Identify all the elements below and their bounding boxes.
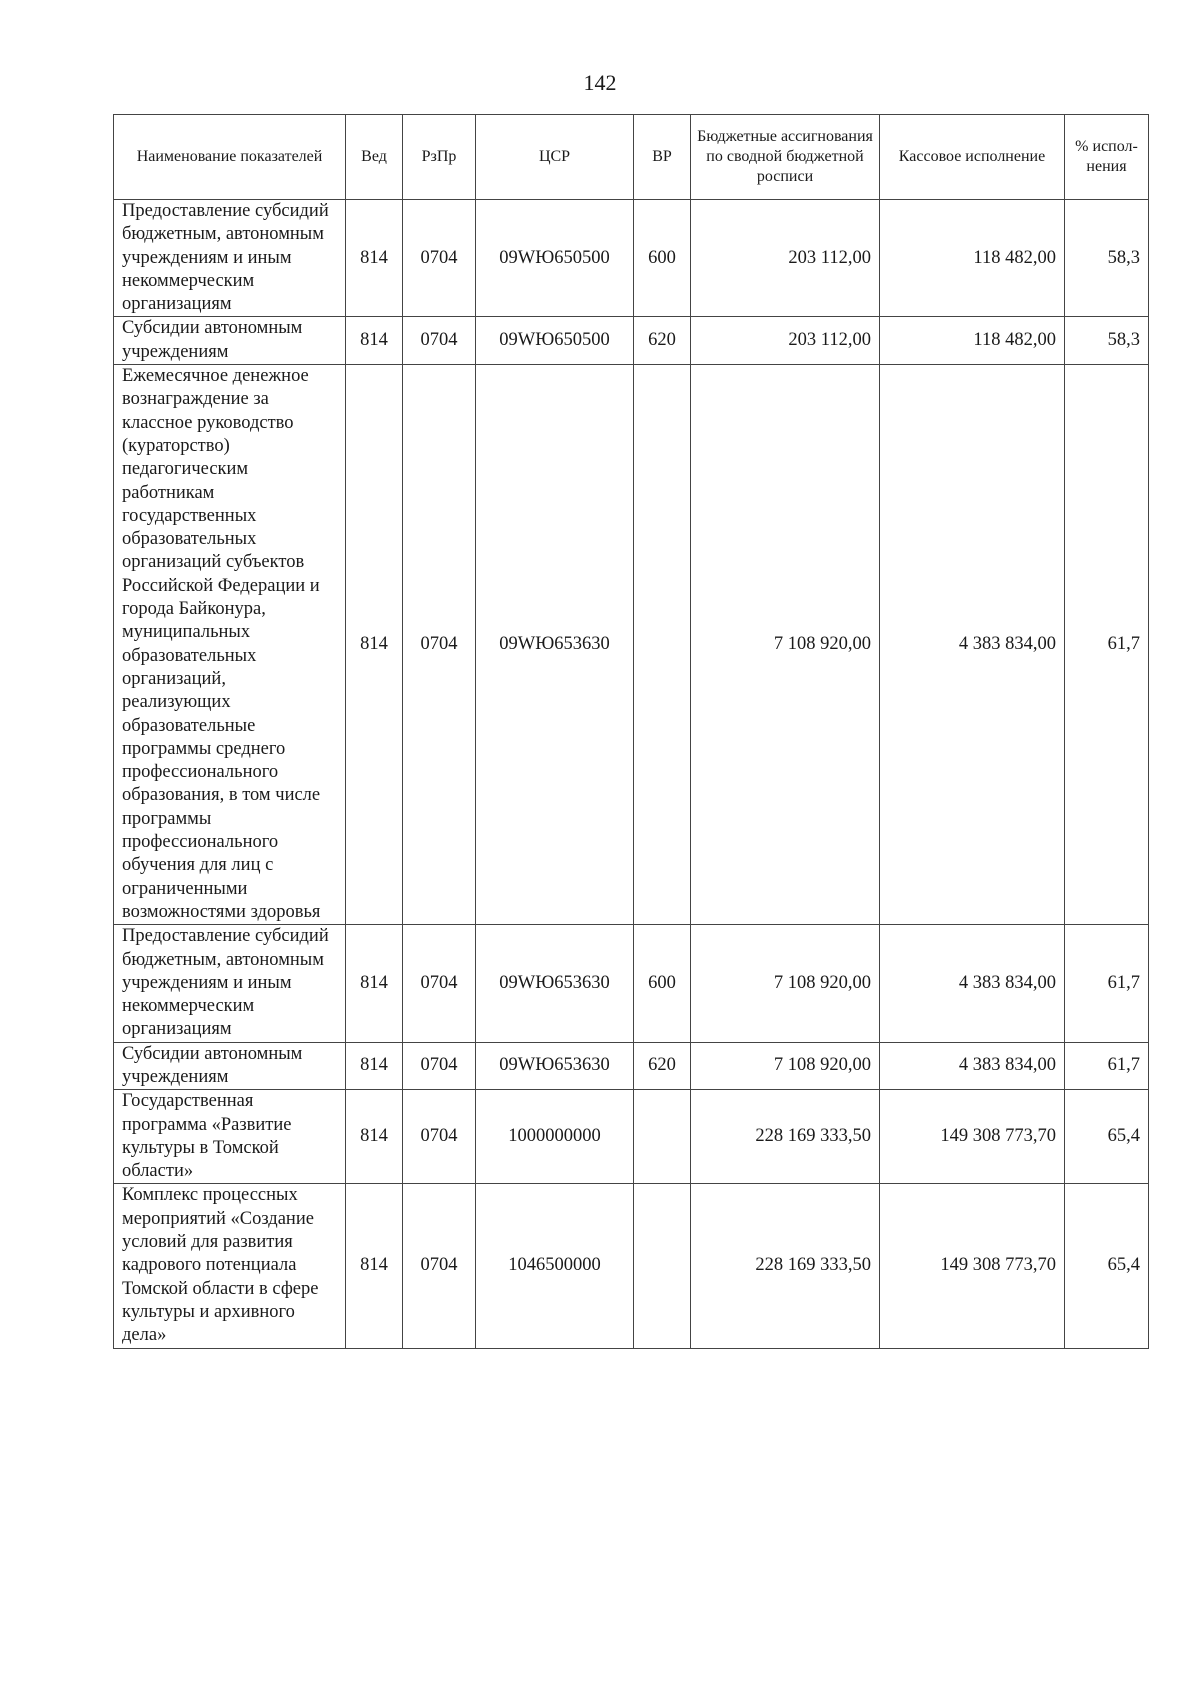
row-percent: 65,4 [1065,1184,1149,1348]
row-csr: 09WЮ653630 [476,925,634,1042]
row-percent: 58,3 [1065,317,1149,365]
row-csr: 09WЮ650500 [476,317,634,365]
table-header [114,115,1149,200]
row-ved: 814 [346,317,403,365]
table-row [114,1042,1149,1090]
row-allocations: 228 169 333,50 [691,1090,880,1184]
row-rzpr: 0704 [403,1184,476,1348]
row-allocations: 228 169 333,50 [691,1184,880,1348]
header-execution: Кассовое исполнение [880,115,1065,200]
header-vr: ВР [634,115,691,200]
row-vr: 620 [634,317,691,365]
row-allocations: 203 112,00 [691,317,880,365]
row-ved: 814 [346,200,403,317]
table-body [114,200,1149,1349]
row-allocations: 7 108 920,00 [691,1042,880,1090]
row-rzpr: 0704 [403,1042,476,1090]
header-name: Наименование показателей [114,115,346,200]
page-number: 142 [583,70,617,95]
row-name: Комплекс процессных мероприятий «Создание условий для развития кадрового потенциала Томской области в сфере культуры и архивного дела» [114,1184,346,1348]
row-name: Субсидии автономным учреждениям [114,317,346,365]
row-csr: 09WЮ653630 [476,1042,634,1090]
row-name: Предоставление субсидий бюджетным, автономным учреждениям и иным некоммерческим организациям [114,925,346,1042]
table-row [114,365,1149,925]
row-percent: 58,3 [1065,200,1149,317]
row-percent: 61,7 [1065,365,1149,925]
row-name: Предоставление субсидий бюджетным, автономным учреждениям и иным некоммерческим организациям [114,200,346,317]
header-rzpr: РзПр [403,115,476,200]
table-row [114,200,1149,317]
row-percent: 61,7 [1065,925,1149,1042]
row-execution: 4 383 834,00 [880,925,1065,1042]
budget-table [113,114,1149,1349]
row-execution: 4 383 834,00 [880,1042,1065,1090]
row-allocations: 7 108 920,00 [691,925,880,1042]
row-name: Субсидии автономным учреждениям [114,1042,346,1090]
row-rzpr: 0704 [403,925,476,1042]
row-execution: 118 482,00 [880,317,1065,365]
row-ved: 814 [346,1090,403,1184]
row-csr: 09WЮ653630 [476,365,634,925]
table-row [114,925,1149,1042]
row-ved: 814 [346,925,403,1042]
row-csr: 09WЮ650500 [476,200,634,317]
row-vr [634,1184,691,1348]
row-rzpr: 0704 [403,317,476,365]
header-allocations: Бюджетные ассигнования по сводной бюджетной росписи [691,115,880,200]
table-row [114,1184,1149,1348]
row-vr [634,1090,691,1184]
header-row [114,115,1149,200]
header-percent: % испол-нения [1065,115,1149,200]
row-rzpr: 0704 [403,200,476,317]
row-rzpr: 0704 [403,365,476,925]
row-vr: 600 [634,925,691,1042]
row-execution: 118 482,00 [880,200,1065,317]
row-vr: 620 [634,1042,691,1090]
row-allocations: 7 108 920,00 [691,365,880,925]
row-name: Ежемесячное денежное вознаграждение за классное руководство (кураторство) педагогическим работникам государственных образовательных организаций субъектов Российской Федерации и города Байконура, муниципальных образовательных организаций, реализующих образовательные программы среднего профессионального образования, в том числе программы профессионального обучения для лиц с ограниченными возможностями здоровья [114,365,346,925]
row-execution: 149 308 773,70 [880,1090,1065,1184]
table-row [114,317,1149,365]
row-percent: 61,7 [1065,1042,1149,1090]
table-row [114,1090,1149,1184]
row-csr: 1046500000 [476,1184,634,1348]
row-execution: 4 383 834,00 [880,365,1065,925]
row-vr [634,365,691,925]
row-ved: 814 [346,1042,403,1090]
row-name: Государственная программа «Развитие культуры в Томской области» [114,1090,346,1184]
header-csr: ЦСР [476,115,634,200]
row-vr: 600 [634,200,691,317]
row-percent: 65,4 [1065,1090,1149,1184]
row-allocations: 203 112,00 [691,200,880,317]
row-ved: 814 [346,365,403,925]
row-ved: 814 [346,1184,403,1348]
row-rzpr: 0704 [403,1090,476,1184]
row-execution: 149 308 773,70 [880,1184,1065,1348]
row-csr: 1000000000 [476,1090,634,1184]
header-ved: Вед [346,115,403,200]
